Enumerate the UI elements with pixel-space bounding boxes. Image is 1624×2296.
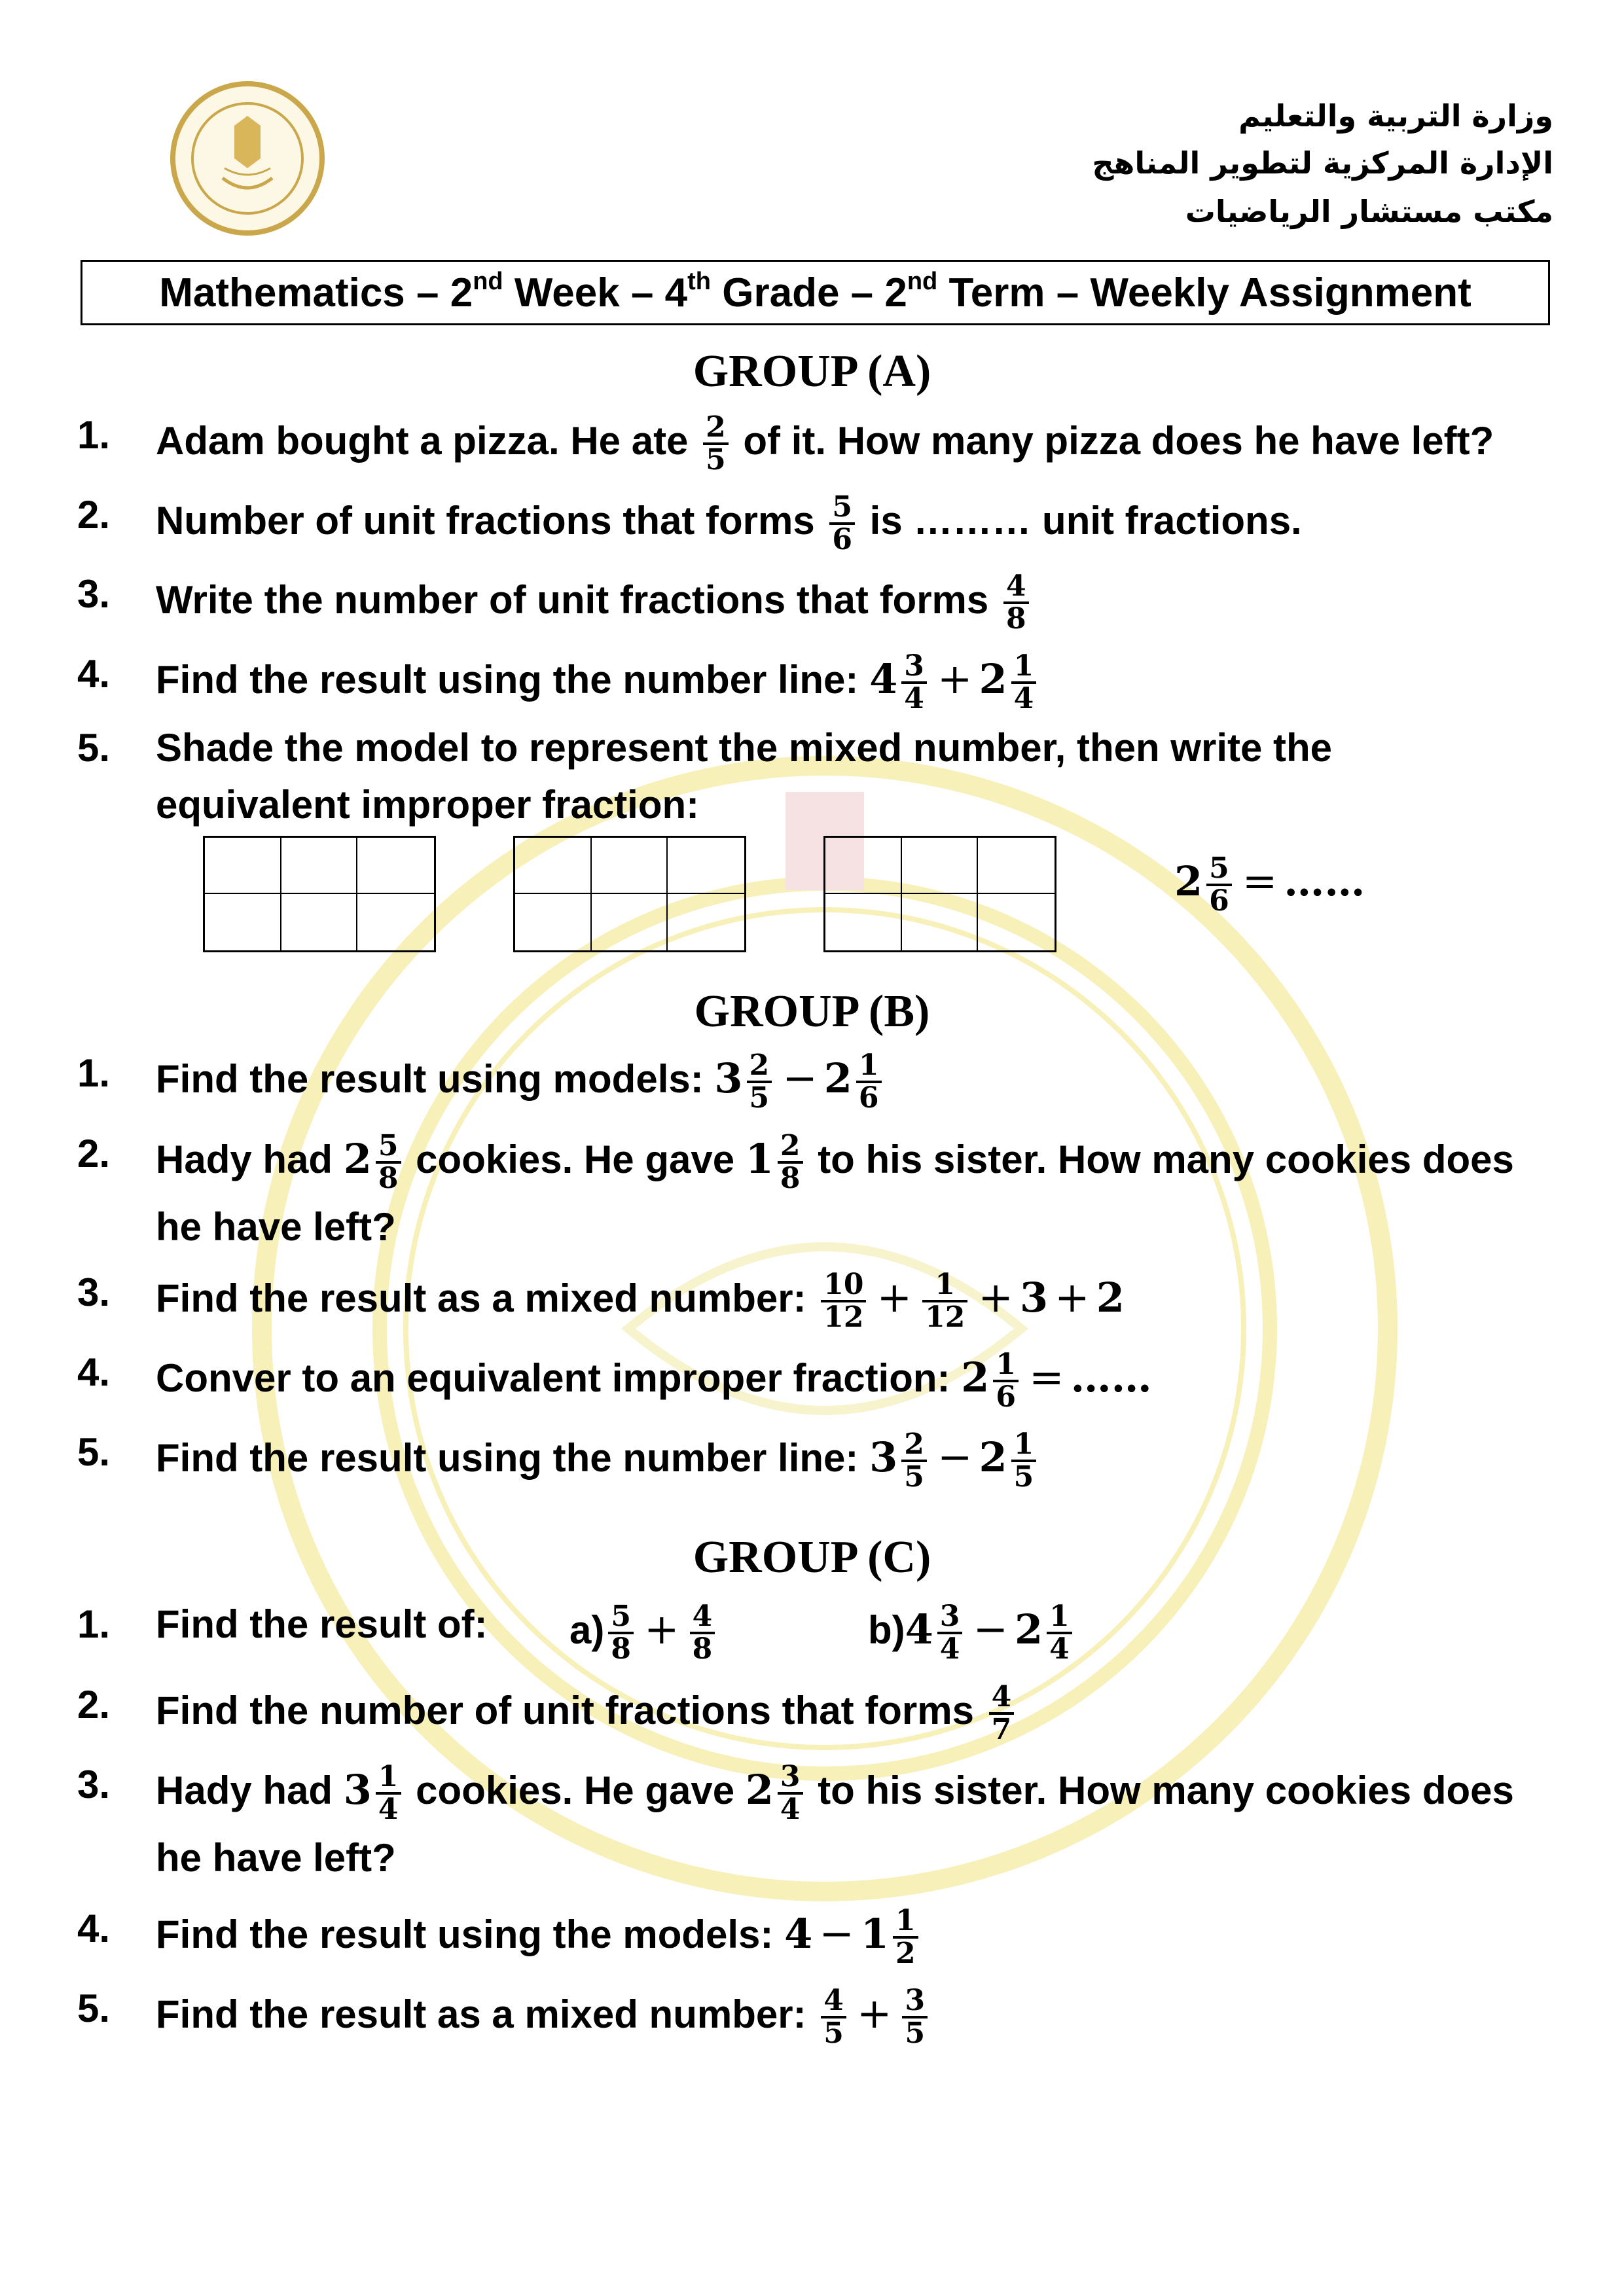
fraction: $\frac{2}{5}$: [703, 412, 729, 475]
office-name-arabic: مكتب مستشار الرياضيات: [1185, 194, 1553, 229]
model-cell[interactable]: [357, 838, 434, 894]
model-cell[interactable]: [978, 894, 1055, 950]
model-cell[interactable]: [515, 894, 592, 950]
fraction: $\frac{4}{8}$: [1003, 571, 1029, 634]
model-cell[interactable]: [357, 894, 434, 950]
mixed-number-equation: 2 $\frac{5}{6}$ = ……: [1174, 852, 1365, 918]
model-cell[interactable]: [281, 838, 358, 894]
assignment-title: Mathematics – 2nd Week – 4th Grade – 2nd Term – Weekly Assignment: [81, 260, 1550, 325]
model-cell[interactable]: [978, 838, 1055, 894]
model-cell[interactable]: [281, 894, 358, 950]
model-cell[interactable]: [668, 894, 744, 950]
department-name-arabic: الإدارة المركزية لتطوير المناهج: [1092, 145, 1553, 181]
group-a-heading: GROUP (A): [693, 346, 931, 397]
model-cell[interactable]: [902, 838, 979, 894]
group-c-question-3-line2: he have left?: [156, 1836, 396, 1880]
model-cell[interactable]: [825, 894, 902, 950]
fraction-model-3[interactable]: [823, 836, 1056, 952]
fraction-model-1[interactable]: [203, 836, 436, 952]
model-cell[interactable]: [515, 838, 592, 894]
model-cell[interactable]: [592, 894, 668, 950]
group-c-heading: GROUP (C): [693, 1532, 931, 1583]
group-b-heading: GROUP (B): [694, 986, 930, 1037]
model-cell[interactable]: [592, 838, 668, 894]
fraction: $\frac{5}{6}$: [829, 492, 855, 555]
model-cell[interactable]: [205, 894, 281, 950]
group-b-question-2-line2: he have left?: [156, 1205, 396, 1249]
model-cell[interactable]: [825, 838, 902, 894]
model-cell[interactable]: [902, 894, 979, 950]
ministry-name-arabic: وزارة التربية والتعليم: [1238, 98, 1553, 134]
model-cell[interactable]: [205, 838, 281, 894]
model-cell[interactable]: [668, 838, 744, 894]
ministry-logo: [169, 80, 326, 237]
fraction-model-2[interactable]: [513, 836, 746, 952]
group-a-question-5-line2: equivalent improper fraction:: [156, 783, 700, 827]
